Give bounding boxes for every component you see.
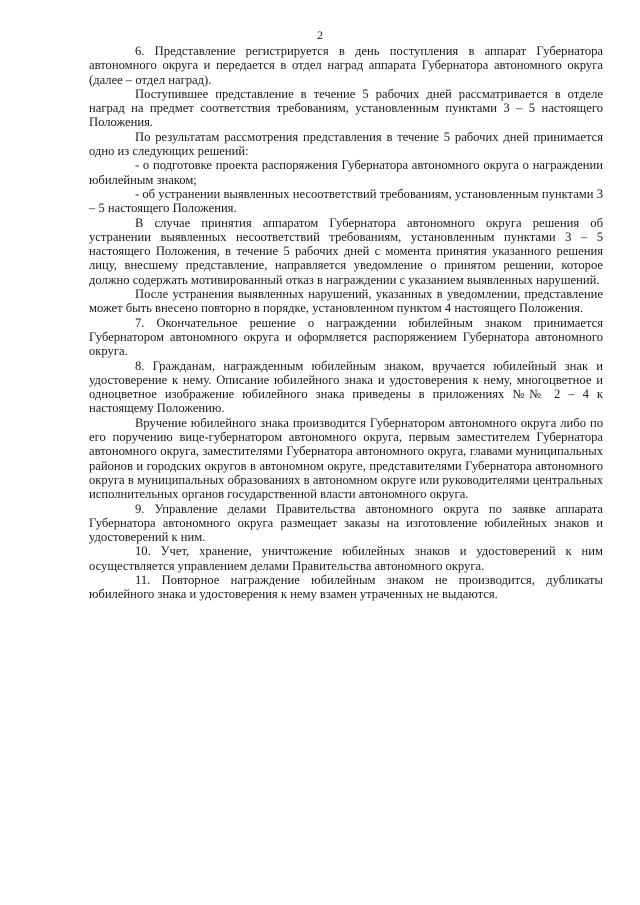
paragraph-9-orders: 9. Управление делами Правительства автономного округа по заявке аппарата Губернатора автономного округа размещает заказы на изготовление юбилейных знаков и удостоверений к ним. <box>89 501 603 545</box>
paragraph-review-period: Поступившее представление в течение 5 рабочих дней рассматривается в отделе наград на предмет соответствия требованиям, установленным пунктами 3 – 5 настоящего Положения. <box>89 86 603 130</box>
paragraph-resubmission: После устранения выявленных нарушений, указанных в уведомлении, представление может быть внесено повторно в порядке, установленном пунктом 4 настоящего Положения. <box>89 287 603 316</box>
paragraph-6-registration: 6. Представление регистрируется в день поступления в аппарат Губернатора автономного округа и передается в отдел наград аппарата Губернатора автономного округа (далее – отдел наград). <box>89 44 603 87</box>
document-body <box>89 44 603 602</box>
paragraph-8-presentation: 8. Гражданам, награжденным юбилейным знаком, вручается юбилейный знак и удостоверение к нему. Описание юбилейного знака и удостоверения к нему, многоцветное и одноцветное изображение юбилейного знака приведены в приложениях №№ 2 – 4 к настоящему Положению. <box>89 358 603 416</box>
paragraph-notification: В случае принятия аппаратом Губернатора автономного округа решения об устранении выявленных несоответствий требованиям, установленным пунктами 3 – 5 настоящего Положения, в течение 5 рабочих дней с момента принятия указанного решения лицу, внесшему представление, направляется уведомление о принятом решении, которое должно содержать мотивированный отказ в награждении с указанием выявленных нарушений. <box>89 215 603 287</box>
page-number: 2 <box>317 28 323 42</box>
paragraph-awarding-persons: Вручение юбилейного знака производится Губернатором автономного округа либо по его поручению вице-губернатором автономного округа, первым заместителем Губернатора автономного округа, заместителями Губернатора автономного округа, главами муниципальных районов и городских округов в автономном округе, представителями Губернатора автономного округа в муниципальных образованиях в автономном округе или руководителями центральных исполнительных органов государственной власти автономного округа. <box>89 415 603 502</box>
paragraph-10-accounting: 10. Учет, хранение, уничтожение юбилейных знаков и удостоверений к ним осуществляется управлением делами Правительства автономного округа. <box>89 544 603 573</box>
paragraph-7-final-decision: 7. Окончательное решение о награждении юбилейным знаком принимается Губернатором автономного округа и оформляется распоряжением Губернатора автономного округа. <box>89 315 603 359</box>
paragraph-11-no-reaward: 11. Повторное награждение юбилейным знаком не производится, дубликаты юбилейного знака и удостоверения к нему взамен утраченных не выдаются. <box>89 572 603 602</box>
list-item-eliminate-discrepancies: - об устранении выявленных несоответствий требованиям, установленным пунктами 3 – 5 настоящего Положения. <box>89 186 603 216</box>
list-item-prepare-order: - о подготовке проекта распоряжения Губернатора автономного округа о награждении юбилейным знаком; <box>89 158 603 187</box>
paragraph-decision-intro: По результатам рассмотрения представления в течение 5 рабочих дней принимается одно из следующих решений: <box>89 129 603 159</box>
